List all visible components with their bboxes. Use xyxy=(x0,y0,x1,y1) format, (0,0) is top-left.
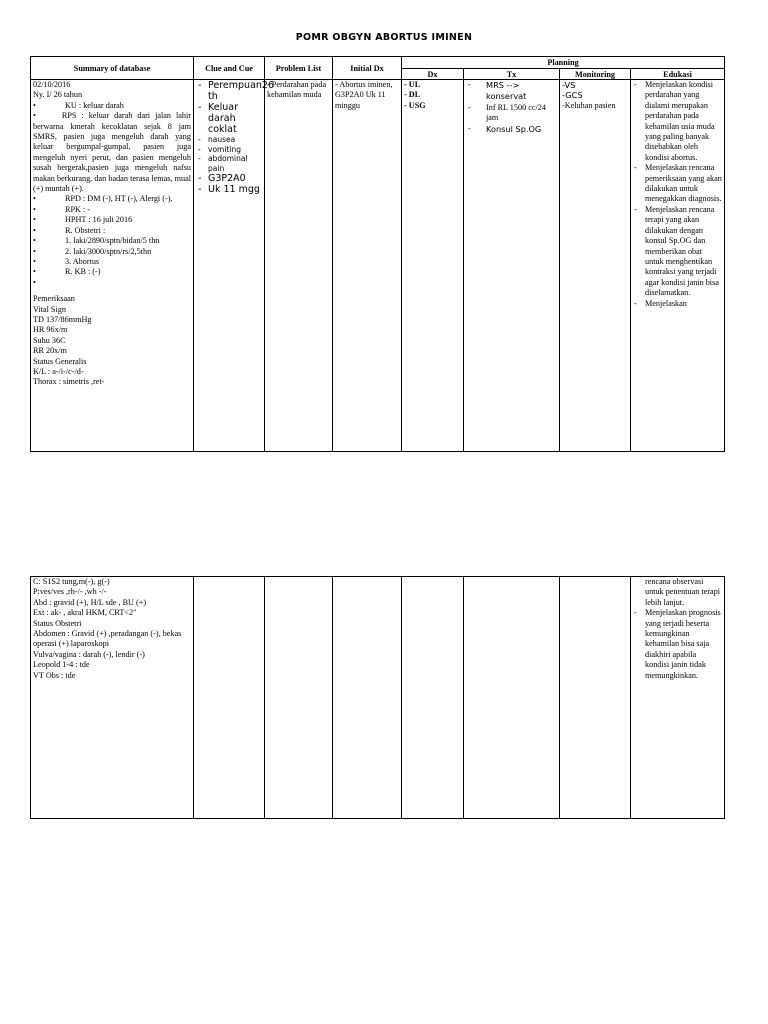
rpk-text: RPK : - xyxy=(65,204,91,214)
header-dx: Dx xyxy=(402,69,464,80)
edukasi-item: - Menjelaskan rencana pemeriksaan yang akan dilakukan untuk menegakkan diagnosis. xyxy=(633,163,722,205)
ku-text: KU : keluar darah xyxy=(65,100,124,110)
monitoring-cell xyxy=(560,80,631,452)
exam-line: RR 20x/m xyxy=(33,346,67,356)
edukasi-item: - Menjelaskan kondisi perdarahan yang dialami merupakan perdarahan pada kehamilan usia muda yang paling banyak disebabkan oleh kondisi abortus. xyxy=(633,80,722,163)
summary-cell-continued xyxy=(31,577,194,819)
exam-line: Vulva/vagina : darah (-), lendir (-) xyxy=(33,649,145,659)
monitoring-item: -VS xyxy=(562,80,576,90)
exam-line: Status Obstetri xyxy=(33,618,82,628)
document-title: POMR OBGYN ABORTUS IMINEN xyxy=(295,32,473,43)
header-edukasi: Edukasi xyxy=(631,69,725,80)
clue-cell-continued xyxy=(194,577,265,819)
monitoring-item: -Keluhan pasien xyxy=(562,100,616,110)
header-clue: Clue and Cue xyxy=(194,57,265,80)
initial-dx-cell: - Abortus iminen, G3P2A0 Uk 11 minggu xyxy=(333,80,402,452)
header-planning: Planning xyxy=(402,57,725,69)
problem-list-cell-continued xyxy=(265,577,333,819)
tx-cell-continued xyxy=(464,577,560,819)
obstetri-item-3: 3. Abortus xyxy=(65,256,100,266)
pomr-table-page-2 xyxy=(30,576,725,819)
exam-line: Abdomen : Gravid (+) ,peradangan (-), bekas operasi (+) laparoskopi xyxy=(33,629,182,649)
exam-line: Suhu 36C xyxy=(33,335,66,345)
dx-item: USG xyxy=(408,100,426,110)
edukasi-item: - Menjelaskan rencana terapi yang akan dilakukan dengan konsul Sp.OG dan memberikan obat untuk menghentikan kontraksi yang terjadi agar kondisi janin bisa diselamatkan. xyxy=(633,205,722,299)
exam-line: VT Obs : tde xyxy=(33,670,76,680)
summary-cell: 02/10/2016 Ny. I/ 26 tahun • KU : keluar darah • RPS : keluar darah dari jalan lahir berwarna kmerah kecoklatan sejak 8 jam SMRS, pasien juga mengeluh darah yang keluar bergumpal-gumpal, pasien juga mengeluh nyeri perut, dan pasien mengeluh susah bergerak,pasien juga mengeluh nafsu makan berkurang, dan badan terasa lemas, mual (+) muntah (+). • RPD : DM (-), HT (-), Alergi (-), • RPK : - • HPHT : 16 juli 2016 • R. Obstetri : • 1. laki/2890/sptn/bidan/5 thn • 2. laki/3000/sptn/rs/2,5thn • 3. Abortus • R. KB : (-) • Pemeriksaan Vital Sign TD 137/86mmHg HR 96x/m Suhu 36C RR 20x/m Status Generalis K/L : a-/i-/c-/d- Thorax : simetris ,ret- xyxy=(31,80,194,452)
exam-line: TD 137/86mmHg xyxy=(33,314,92,324)
edukasi-cell-continued xyxy=(631,577,725,819)
clue-item: - Keluar darah coklat xyxy=(196,102,262,135)
exam-line: Status Generalis xyxy=(33,356,87,366)
tx-item: - Inf RL 1500 cc/24 jam xyxy=(466,103,557,124)
hpht-text: HPHT : 16 juli 2016 xyxy=(65,215,133,225)
header-monitoring: Monitoring xyxy=(560,69,631,80)
exam-line: HR 96x/m xyxy=(33,325,68,335)
rpd-text: RPD : DM (-), HT (-), Alergi (-), xyxy=(65,194,173,204)
monitoring-cell-continued xyxy=(560,577,631,819)
clue-item: - Uk 11 mgg xyxy=(196,184,262,195)
header-problem-list: Problem List xyxy=(265,57,333,80)
obstetri-item-2: 2. laki/3000/sptn/rs/2,5thn xyxy=(65,246,152,256)
header-summary: Summary of database xyxy=(31,57,194,80)
header-initial-dx: Initial Dx xyxy=(333,57,402,80)
dx-item: DL xyxy=(408,90,421,100)
rps-text: • RPS : keluar darah dari jalan lahir berwarna kmerah kecoklatan sejak 8 jam SMRS, pasien juga mengeluh darah yang keluar bergumpal-gumpal, pasien juga mengeluh nyeri perut, dan pasien mengeluh susah bergerak,pasien juga mengeluh nafsu makan berkurang, dan badan terasa lemas, mual (+) muntah (+). xyxy=(33,111,191,194)
exam-line: C: S1S2 tung,m(-), g(-) xyxy=(33,577,110,586)
dx-cell: - UL - DL - USG xyxy=(402,80,464,452)
kb-text: R. KB : (-) xyxy=(65,267,101,277)
exam-line: P:ves/ves ,rh-/- ,wh -/- xyxy=(33,587,107,597)
clue-item: - G3P2A0 xyxy=(196,173,262,184)
dx-item: UL xyxy=(408,80,421,89)
tx-item: - Konsul Sp.OG xyxy=(466,124,557,135)
problem-list-cell: - Perdarahan pada kehamilan muda xyxy=(265,80,333,452)
visit-date: 02/10/2016 xyxy=(33,80,71,89)
header-tx: Tx xyxy=(464,69,560,80)
exam-line: Ext : ak- , akral HKM, CRT<2" xyxy=(33,608,137,618)
dx-cell-continued xyxy=(402,577,464,819)
clue-cell xyxy=(194,80,275,452)
exam-line: K/L : a-/i-/c-/d- xyxy=(33,366,84,376)
edukasi-cell xyxy=(631,80,725,452)
exam-line: Leopold 1-4 : tde xyxy=(33,660,90,670)
obstetri-text: R. Obstetri : xyxy=(65,225,106,235)
edukasi-item: - Menjelaskan xyxy=(633,299,722,309)
tx-item: - MRS --> konservat xyxy=(466,80,557,103)
initial-dx-cell-continued xyxy=(333,577,402,819)
obstetri-item-1: 1. laki/2890/sptn/bidan/5 thn xyxy=(65,236,160,246)
patient-identity: Ny. I/ 26 tahun xyxy=(33,90,83,100)
exam-line: Thorax : simetris ,ret- xyxy=(33,377,105,387)
pomr-table-page-1 xyxy=(30,56,725,452)
clue-item: - Perempuan26 th xyxy=(196,80,262,102)
clue-item: - vomiting xyxy=(196,145,262,155)
edukasi-continuation: rencana observasi untuk penentuan terapi lebih lanjut. xyxy=(645,577,721,607)
exam-line: Vital Sign xyxy=(33,304,66,314)
edukasi-item: - Menjelaskan prognosis yang terjadi beserta kemungkinan kehamilan bisa saja diakhiri apabila kondisi janin tidak memungkinkan. xyxy=(633,608,722,681)
exam-line: Pemeriksaan xyxy=(33,294,75,304)
monitoring-item: -GCS xyxy=(562,90,583,101)
clue-item: - nausea xyxy=(196,135,262,145)
clue-item: - abdominal pain xyxy=(196,154,262,173)
exam-line: Abd : gravid (+), H/L sde , BU (+) xyxy=(33,597,147,607)
tx-cell xyxy=(464,80,560,452)
